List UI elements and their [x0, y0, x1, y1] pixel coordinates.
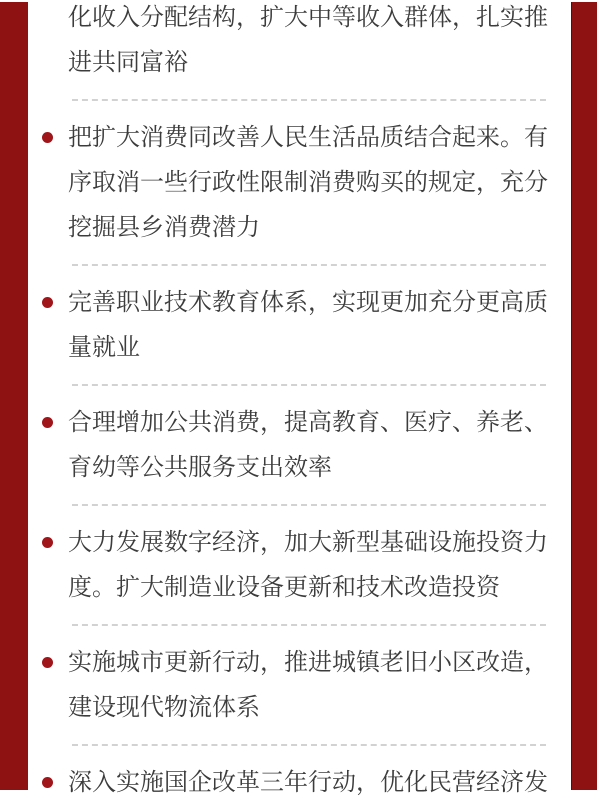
- left-frame-bar: [0, 2, 28, 790]
- dashed-divider: [72, 264, 546, 266]
- list-item-text: 大力发展数字经济，加大新型基础设施投资力度。扩大制造业设备更新和技术改造投资: [68, 528, 548, 601]
- dashed-divider: [72, 504, 546, 506]
- bullet-dot-icon: [42, 777, 53, 788]
- bullet-dot-icon: [42, 132, 53, 143]
- list-item: [68, 400, 548, 490]
- list-item-text: 实施城市更新行动，推进城镇老旧小区改造，建设现代物流体系: [68, 648, 548, 721]
- list-item-text: 深入实施国企改革三年行动，优化民营经济发: [68, 768, 548, 796]
- dashed-divider: [72, 624, 546, 626]
- dashed-divider: [72, 99, 546, 101]
- list-item-text: 把扩大消费同改善人民生活品质结合起来。有序取消一些行政性限制消费购买的规定，充分挖掘县乡消费潜力: [68, 123, 548, 241]
- list-item-text: 合理增加公共消费，提高教育、医疗、养老、育幼等公共服务支出效率: [68, 408, 548, 481]
- bullet-dot-icon: [42, 537, 53, 548]
- bullet-list: [68, 0, 548, 800]
- bullet-dot-icon: [42, 657, 53, 668]
- list-item: [68, 280, 548, 370]
- list-item: [68, 115, 548, 250]
- list-item-text: 完善职业技术教育体系，实现更加充分更高质量就业: [68, 288, 548, 361]
- bullet-dot-icon: [42, 417, 53, 428]
- list-item: [68, 640, 548, 730]
- right-frame-bar: [571, 2, 597, 790]
- list-item: [68, 760, 548, 800]
- bullet-dot-icon: [42, 297, 53, 308]
- list-item: [68, 0, 548, 85]
- dashed-divider: [72, 744, 546, 746]
- list-item-text: 化收入分配结构，扩大中等收入群体，扎实推进共同富裕: [68, 3, 548, 76]
- list-item: [68, 520, 548, 610]
- dashed-divider: [72, 384, 546, 386]
